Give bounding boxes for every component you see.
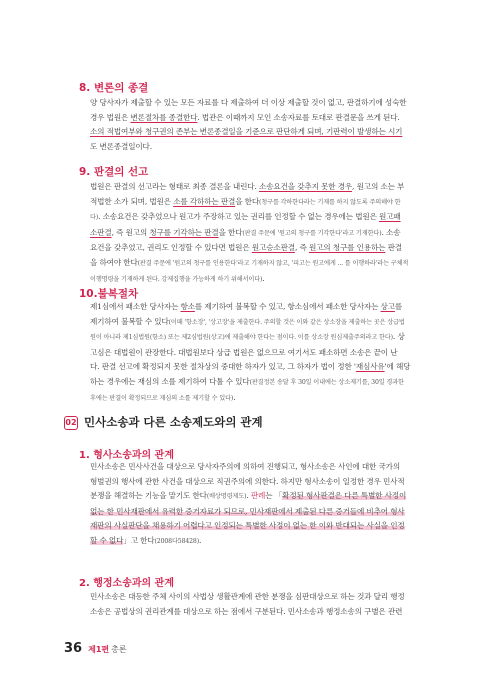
s8-line1: 양 당사자가 제출할 수 있는 모든 자료를 다 제출하여 더 이상 제출할 것이 없고, 판결하기에 성숙한	[90, 98, 407, 107]
s10-line3-note: 원이 아니라 제1심법원(항소) 또는 제2심법원(상고)에 제출해야 한다는 점이다. 이를 상소장 원심제출주의라고 한다)	[90, 334, 393, 342]
s9-line4-underlined-c: 청구를 기각하는 판결	[149, 227, 219, 237]
s9-line5-underlined-d: 원고의 청구를 인용하는	[308, 243, 386, 253]
s9-line1c: , 원고의 소는 부	[352, 182, 405, 191]
s10-line1c: 를 제기하여 불복할 수 있고, 항소심에서 패소한 당사자는	[194, 302, 381, 311]
s10-line5c: '에 해당	[384, 362, 411, 372]
chapter-section-heading	[64, 414, 439, 434]
section-8-heading: 8. 변론의 종결	[79, 82, 149, 94]
sub1-line3d: 는 「	[265, 491, 283, 501]
sub1-line3b: .	[246, 491, 251, 501]
s10-line5-underlined: 재심사유	[355, 362, 385, 372]
sub2-line1: 민사소송은 대등한 주체 사이의 사법상 생활관계에 관한 분쟁을 심판대상으로 하는 것과 달리 행정	[90, 592, 405, 601]
s9-line4-note: (판결 주문에 '원고의 청구를 기각한다'라고 기재한다)	[242, 229, 382, 237]
s10-line1-underlined-b: 항소	[180, 302, 195, 311]
sub1-line1: 민사소송은 민사사건을 대상으로 당사자주의에 의하여 진행되고, 형사소송은 사인에 대한 국가의	[90, 462, 401, 471]
s10-line2-note: (이때 '항소장', '상고장'을 제출한다. 주의할 것은 이와 같은 상소장을 제출하는 곳은 상급법	[168, 318, 405, 326]
s9-line7-note: 이행명령을 기재하게 된다. 강제집행을 가능하게 하기 위해서이다)	[90, 275, 263, 283]
s10-line4: 고심은 대법원이 관장한다. 대법원보다 상급 법원은 없으므로 여기서도 패소하면 소송은 끝이 난	[90, 347, 398, 357]
s9-line5e: 판결	[385, 243, 402, 253]
footer-part: 제1편	[88, 645, 110, 654]
sub2-line2: 소송은 공법상의 권리관계를 대상으로 하는 점에서 구분된다. 민사소송과 행정소송의 구별은 관련	[90, 606, 403, 616]
s10-line1-underlined-d: 상고	[380, 302, 395, 311]
section-9-body	[90, 180, 438, 287]
s9-line5a: 요건을 갖추었고, 권리도 인정할 수 있다면 법원은	[90, 243, 252, 253]
s10-line2a: 제기하여 불복할 수 있다	[90, 316, 169, 326]
s9-line7e: .	[262, 273, 265, 283]
sub1-case-number: (2008다58428)	[154, 537, 199, 545]
s10-line1e: 를	[394, 302, 403, 311]
s9-line2c: 을 한다	[235, 196, 260, 206]
s9-line3-note: 다)	[90, 214, 99, 222]
s9-line4b: , 즉 원고의	[111, 227, 150, 237]
s9-line6a: 을 하여야 한다	[90, 257, 138, 267]
section-8-body	[90, 96, 438, 154]
s9-line4d: 을 한다	[218, 227, 243, 237]
s8-line2-underlined: 변론절차를 종결한다	[130, 112, 198, 122]
section-9-heading: 9. 판결의 선고	[79, 166, 149, 178]
subsection-1-body	[90, 460, 438, 550]
s10-line7-note: 후에는 판결이 확정되므로 재심의 소를 제기할 수 있다)	[90, 394, 234, 402]
s10-line7e: .	[233, 392, 236, 402]
sub1-line2: 형벌권의 행사에 관한 사건을 대상으로 직권주의에 의한다. 하지만 형사소송이 일정한 경우 민사적	[90, 476, 405, 486]
sub1-line3a: 분쟁을 해결하는 기능을 맡기도 한다	[90, 491, 207, 501]
s10-line5a: 다. 판결 선고에 확정되지 못한 절차상의 중대한 하자가 있고, 그 하자가 법이 정한 '	[90, 362, 356, 372]
footer-chapter: 총론	[111, 645, 127, 654]
s9-line6-note: (판결 주문에 '원고의 청구를 인용한다'라고 기재하지 않고, '피고는 원고에게 ... 를 이행하라'라는 구체적	[137, 259, 409, 267]
s10-line6-note: (판결정본 송달 후 30일 이내에는 상소제기를, 30일 경과한	[249, 378, 404, 386]
s8-line4: 도 변론종결일이다.	[90, 141, 153, 151]
page-footer	[64, 637, 127, 657]
sub1-line5-highlight: 재판의 사실판단을 채용하기 어렵다고 인정되는 특별한 사정이 없는 한 이와 반대되는 사실을 인정	[90, 521, 405, 531]
s9-line4-underlined-a: 소판결	[90, 227, 112, 237]
sub1-line3-note: (배상명령제도)	[206, 493, 247, 501]
s9-line4e: . 소송	[381, 227, 401, 237]
s8-line3-underlined: 소의 적법여부와 청구권의 존부는 변론종결일을 기준으로 판단하게 되며, 기판력이 발생하는 시기	[90, 127, 403, 137]
s10-line6a: 하는 경우에는 재심의 소를 제기하여 다툴 수 있다	[90, 376, 250, 386]
s9-line3a: . 소송요건은 갖추었으나 원고가 주장하고 있는 권리를 인정할 수 없는 경우에는 법원은	[98, 212, 380, 222]
sub1-line6b: 」고 한다	[123, 535, 155, 545]
s9-line1-underlined: 소송요건을 갖추지 못한 경우	[259, 182, 353, 191]
sub1-line4-highlight: 없는 한 민사재판에서 유력한 증거자료가 되므로, 민사재판에서 제출된 다른 증거들에 비추어 형사	[90, 506, 405, 516]
s9-line2a: 적법한 소가 되며, 법원은	[90, 196, 174, 206]
s9-line1a: 법원은 판결의 선고라는 형태로 최종 결론을 내린다.	[90, 182, 260, 191]
s10-line1a: 제1심에서 패소한 당사자는	[90, 302, 181, 311]
sub1-precedent-label: 판례	[250, 491, 266, 501]
s8-line2a: 경우 법원은	[90, 112, 131, 122]
s9-line5c: , 즉	[294, 243, 309, 253]
s10-line3e: . 상	[392, 332, 405, 342]
section-10-body	[90, 300, 438, 406]
sub1-line3-highlight: 확정된 형사판결은 다른 특별한 사정이	[282, 491, 407, 501]
chapter-section-title: 민사소송과 다른 소송제도와의 관계	[84, 415, 263, 429]
s9-line5-underlined-b: 원고승소판결	[251, 243, 295, 253]
sub1-line6-highlight: 할 수 없다	[90, 535, 124, 545]
section-10-heading: 10.불복절차	[79, 288, 139, 300]
s9-line2-underlined: 소를 각하하는 판결	[173, 196, 236, 206]
sub1-line6e: .	[198, 535, 202, 545]
s9-line3-underlined: 원고패	[379, 212, 401, 222]
page-number: 36	[64, 641, 83, 656]
subsection-1-heading: 1. 형사소송과의 관계	[79, 450, 174, 461]
s9-line2-note: (청구를 각하한다라는 기재를 하지 않도록 주의해야 한	[259, 198, 401, 206]
subsection-2-body	[90, 590, 438, 619]
subsection-2-heading: 2. 행정소송과의 관계	[79, 578, 174, 589]
section-number-icon: 02	[64, 416, 78, 430]
s8-line2c: . 법관은 이때까지 모인 소송자료를 토대로 판결문을 쓰게 된다.	[197, 112, 400, 122]
